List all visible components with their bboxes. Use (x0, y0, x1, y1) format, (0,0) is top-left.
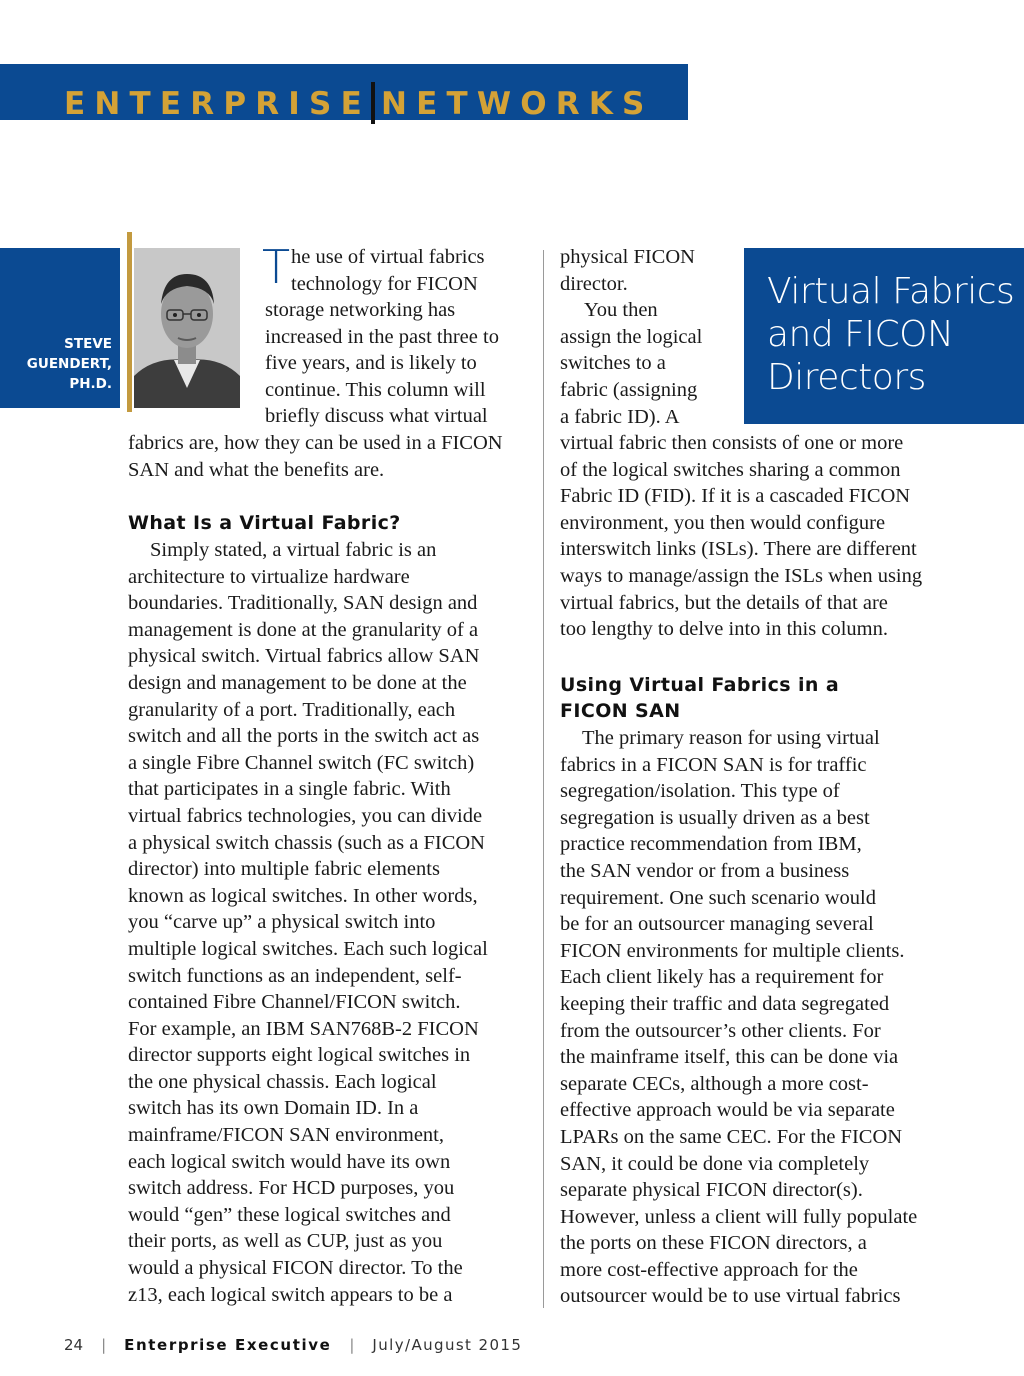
body-text-line: fabrics in a FICON SAN is for traffic (560, 753, 867, 776)
section-2-body (560, 725, 917, 1310)
body-text-line: SAN, it could be done via completely (560, 1152, 870, 1175)
page-footer (64, 1336, 522, 1354)
body-text-line: switch has its own Domain ID. In a (128, 1097, 419, 1120)
body-text-line: contained Fibre Channel/FICON switch. (128, 991, 461, 1014)
page-number: 24 (64, 1336, 84, 1354)
body-text-line: boundaries. Traditionally, SAN design and (128, 592, 478, 615)
article-title-line-1: Virtual Fabrics (767, 271, 1015, 312)
body-text-line: management is done at the granularity of a (128, 618, 479, 641)
body-text-line: z13, each logical switch appears to be a (128, 1283, 453, 1306)
body-text-line: Fabric ID (FID). If it is a cascaded FICON (560, 485, 911, 508)
body-text-line: requirement. One such scenario would (560, 886, 876, 909)
body-text-line: separate physical FICON director(s). (560, 1179, 863, 1202)
body-text-line: The primary reason for using virtual (582, 727, 880, 749)
author-name (0, 334, 112, 394)
article-title (767, 270, 1017, 399)
section-heading-virtual-fabric: What Is a Virtual Fabric? (128, 512, 401, 534)
body-text-line: director) into multiple fabric elements (128, 858, 440, 881)
body-text-line: mainframe/FICON SAN environment, (128, 1124, 444, 1147)
body-text-line: FICON environments for multiple clients. (560, 939, 905, 962)
right-column-wide-text (560, 430, 922, 643)
body-text-line: a single Fibre Channel switch (FC switch) (128, 751, 475, 774)
author-portrait-image (134, 248, 240, 408)
body-text-line: segregation is usually driven as a best (560, 806, 870, 829)
article-title-line-3: Directors (767, 357, 926, 398)
banner-word-1: ENTERPRISE (64, 86, 371, 122)
author-name-line-2: GUENDERT, (26, 356, 112, 372)
body-text-line: director supports eight logical switches in (128, 1044, 471, 1067)
intro-line: continue. This column will (265, 378, 486, 401)
body-text-line: granularity of a port. Traditionally, each (128, 698, 456, 721)
body-text-line: the one physical chassis. Each logical (128, 1070, 437, 1093)
body-text-line: effective approach would be via separate (560, 1099, 895, 1122)
author-photo (134, 248, 240, 408)
body-text-line: known as logical switches. In other words, (128, 884, 478, 907)
body-text-line: the mainframe itself, this can be done via (560, 1046, 899, 1069)
body-text-line: segregation/isolation. This type of (560, 780, 840, 803)
section-banner-title (64, 82, 654, 124)
body-text-line: practice recommendation from IBM, (560, 833, 862, 856)
body-text-line: keeping their traffic and data segregated (560, 992, 890, 1015)
body-text-line: physical switch. Virtual fabrics allow SAN (128, 645, 480, 668)
footer-separator: | (101, 1336, 107, 1354)
author-name-line-1: STEVE (64, 336, 112, 352)
body-text-line: a physical switch chassis (such as a FICON (128, 831, 485, 854)
body-text-line: design and management to be done at the (128, 671, 467, 694)
body-text-line: switch address. For HCD purposes, you (128, 1177, 455, 1200)
section-1-body (128, 537, 488, 1308)
article-title-line-2: and FICON (767, 314, 954, 355)
intro-line: increased in the past three to (265, 325, 499, 348)
intro-line: briefly discuss what virtual (265, 405, 488, 428)
footer-separator: | (349, 1336, 355, 1354)
intro-line: fabrics are, how they can be used in a FICON (128, 432, 503, 454)
body-text-line: switch functions as an independent, self- (128, 964, 462, 987)
body-text-line: the SAN vendor or from a business (560, 859, 850, 882)
body-text-line: switch and all the ports in the switch act as (128, 725, 480, 748)
body-text-line: would “gen” these logical switches and (128, 1203, 451, 1226)
body-text-line: each logical switch would have its own (128, 1150, 451, 1173)
body-text-line: environment, you then would configure (560, 511, 886, 534)
section-heading-using-virtual-fabrics (560, 672, 839, 724)
body-text-line: assign the logical (560, 325, 703, 348)
body-text-line: too lengthy to delve into in this column. (560, 618, 888, 641)
body-text-line: ways to manage/assign the ISLs when using (560, 564, 923, 587)
body-text-line: Each client likely has a requirement for (560, 966, 884, 989)
body-text-line: virtual fabrics technologies, you can divide (128, 804, 483, 827)
right-column-narrow-text (560, 244, 702, 430)
magazine-name: Enterprise Executive (124, 1336, 332, 1354)
body-text-line: more cost-effective approach for the (560, 1258, 858, 1281)
intro-line: storage networking has (265, 299, 456, 321)
body-text-line: For example, an IBM SAN768B-2 FICON (128, 1017, 479, 1040)
body-text-line: interswitch links (ISLs). There are different (560, 538, 917, 561)
body-text-line: fabric (assigning (560, 378, 698, 401)
body-text-line: separate CECs, although a more cost- (560, 1072, 869, 1095)
intro-line: he use of virtual fabrics (291, 246, 485, 268)
body-text-line: you “carve up” a physical switch into (128, 911, 436, 934)
body-text-line: You then (584, 299, 658, 322)
body-text-line: Simply stated, a virtual fabric is an (150, 539, 437, 561)
body-text-line: from the outsourcer’s other clients. For (560, 1019, 881, 1042)
body-text-line: physical FICON (560, 246, 695, 268)
body-text-line: that participates in a single fabric. With (128, 778, 451, 801)
intro-line: five years, and is likely to (265, 352, 477, 375)
body-text-line: virtual fabrics, but the details of that are (560, 591, 888, 614)
intro-full-lines (128, 430, 503, 483)
body-text-line: director. (560, 272, 628, 295)
banner-divider (371, 82, 375, 124)
intro-line: SAN and what the benefits are. (128, 458, 385, 481)
body-text-line: be for an outsourcer managing several (560, 913, 874, 936)
body-text-line: a fabric ID). A (560, 405, 680, 428)
author-name-line-3: PH.D. (69, 376, 112, 392)
body-text-line: architecture to virtualize hardware (128, 565, 410, 588)
drop-cap: T (262, 240, 291, 294)
body-text-line: would a physical FICON director. To the (128, 1257, 463, 1280)
column-divider (543, 250, 544, 1308)
banner-word-2: NETWORKS (380, 86, 654, 122)
section-heading-line-2: FICON SAN (560, 700, 681, 722)
body-text-line: outsourcer would be to use virtual fabrics (560, 1285, 901, 1308)
author-rule (127, 232, 132, 412)
body-text-line: However, unless a client will fully populate (560, 1205, 918, 1228)
body-text-line: virtual fabric then consists of one or more (560, 432, 904, 454)
body-text-line: their ports, as well as CUP, just as you (128, 1230, 443, 1253)
body-text-line: the ports on these FICON directors, a (560, 1232, 867, 1255)
issue-date: July/August 2015 (372, 1336, 523, 1354)
body-text-line: multiple logical switches. Each such logical (128, 937, 488, 960)
body-text-line: switches to a (560, 352, 666, 375)
section-heading-line-1: Using Virtual Fabrics in a (560, 674, 840, 696)
intro-wrap-lines (265, 297, 499, 430)
intro-first-lines (291, 244, 485, 297)
body-text-line: of the logical switches sharing a common (560, 458, 901, 481)
intro-line: technology for FICON (291, 272, 478, 295)
body-text-line: LPARs on the same CEC. For the FICON (560, 1125, 903, 1148)
